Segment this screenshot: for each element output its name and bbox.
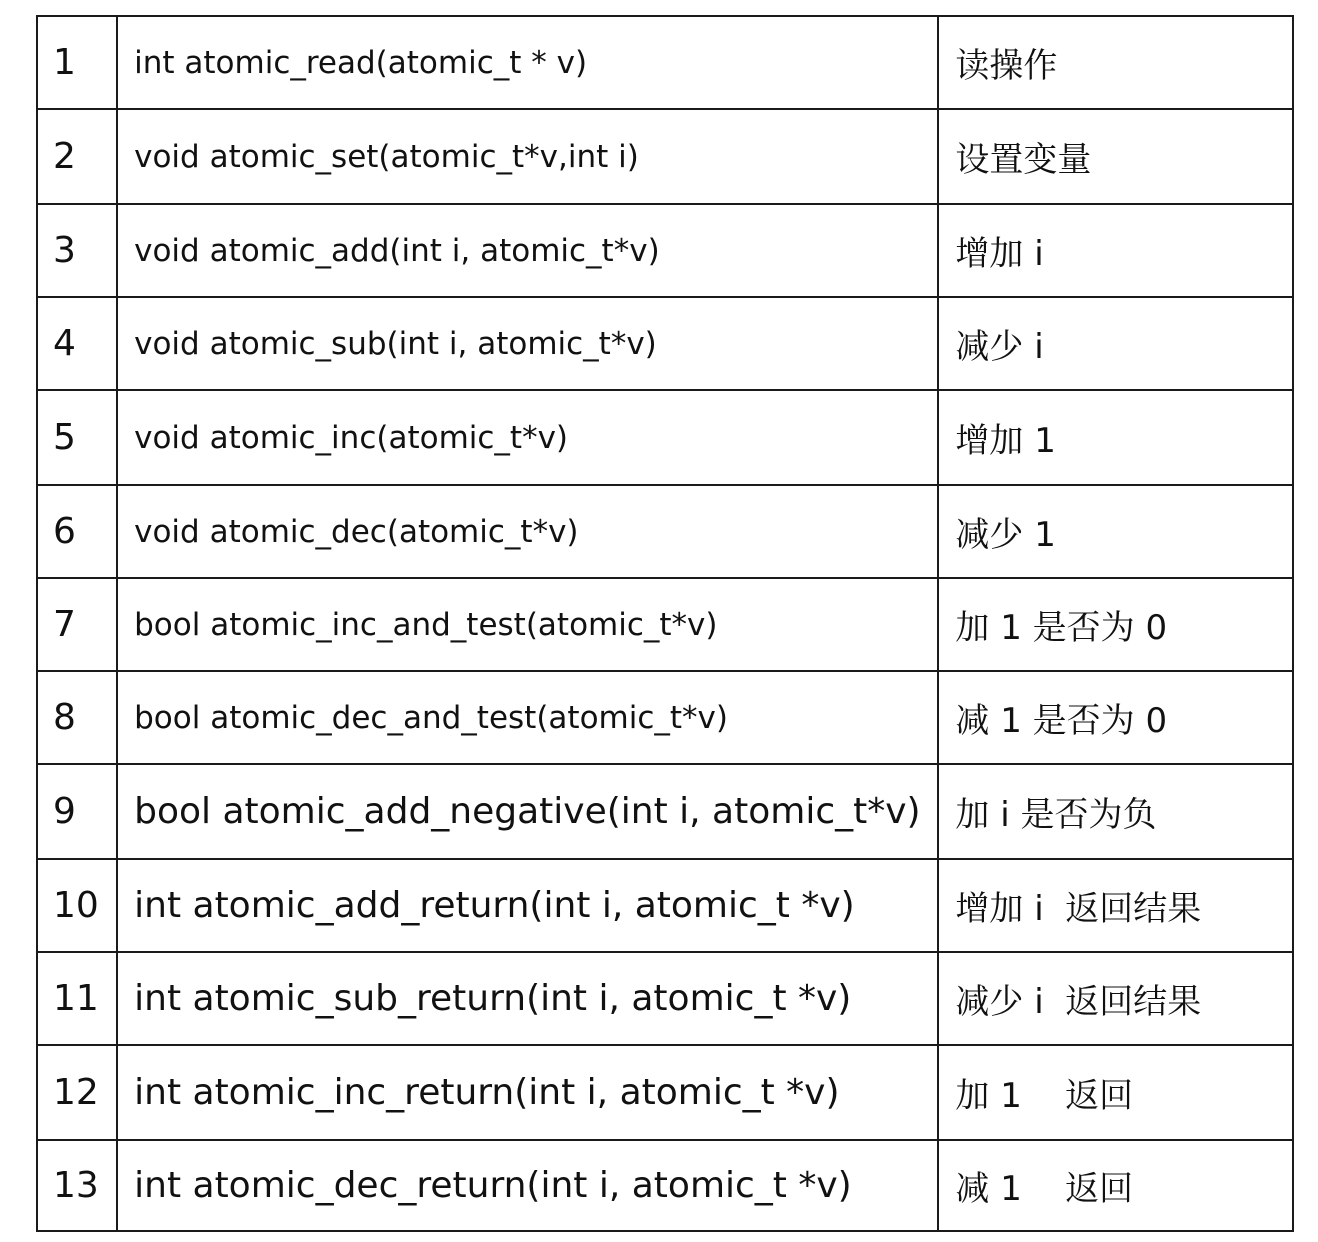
table-row — [37, 1140, 1293, 1231]
function-description: 加 1 是否为 0 — [938, 578, 1293, 671]
function-description: 减 1 是否为 0 — [938, 671, 1293, 764]
function-description: 读操作 — [938, 16, 1293, 109]
table-row — [37, 204, 1293, 297]
function-signature: int atomic_sub_return(int i, atomic_t *v) — [117, 952, 938, 1045]
row-number: 4 — [37, 297, 117, 390]
table-body — [37, 16, 1293, 1231]
table-row — [37, 390, 1293, 485]
function-signature: void atomic_dec(atomic_t*v) — [117, 485, 938, 578]
function-description: 减少 1 — [938, 485, 1293, 578]
function-description: 减少 i 返回结果 — [938, 952, 1293, 1045]
row-number: 10 — [37, 859, 117, 952]
function-signature: void atomic_add(int i, atomic_t*v) — [117, 204, 938, 297]
function-description: 加 i 是否为负 — [938, 764, 1293, 859]
atomic-api-table — [36, 15, 1294, 1232]
row-number: 8 — [37, 671, 117, 764]
table-row — [37, 1045, 1293, 1140]
row-number: 9 — [37, 764, 117, 859]
row-number: 7 — [37, 578, 117, 671]
function-signature: void atomic_inc(atomic_t*v) — [117, 390, 938, 485]
function-signature: int atomic_read(atomic_t * v) — [117, 16, 938, 109]
function-signature: int atomic_inc_return(int i, atomic_t *v) — [117, 1045, 938, 1140]
function-signature: bool atomic_add_negative(int i, atomic_t*v) — [117, 764, 938, 859]
row-number: 1 — [37, 16, 117, 109]
row-number: 5 — [37, 390, 117, 485]
row-number: 3 — [37, 204, 117, 297]
table-row — [37, 859, 1293, 952]
function-signature: void atomic_sub(int i, atomic_t*v) — [117, 297, 938, 390]
table-row — [37, 578, 1293, 671]
function-description: 减 1 返回 — [938, 1140, 1293, 1231]
row-number: 6 — [37, 485, 117, 578]
row-number: 12 — [37, 1045, 117, 1140]
function-signature: int atomic_add_return(int i, atomic_t *v) — [117, 859, 938, 952]
function-signature: int atomic_dec_return(int i, atomic_t *v) — [117, 1140, 938, 1231]
function-signature: void atomic_set(atomic_t*v,int i) — [117, 109, 938, 204]
row-number: 2 — [37, 109, 117, 204]
function-description: 增加 i — [938, 204, 1293, 297]
table-row — [37, 109, 1293, 204]
function-signature: bool atomic_dec_and_test(atomic_t*v) — [117, 671, 938, 764]
function-description: 加 1 返回 — [938, 1045, 1293, 1140]
table-row — [37, 671, 1293, 764]
function-description: 增加 1 — [938, 390, 1293, 485]
function-description: 设置变量 — [938, 109, 1293, 204]
table-row — [37, 952, 1293, 1045]
row-number: 13 — [37, 1140, 117, 1231]
table-row — [37, 16, 1293, 109]
table-row — [37, 764, 1293, 859]
function-description: 增加 i 返回结果 — [938, 859, 1293, 952]
table-row — [37, 485, 1293, 578]
row-number: 11 — [37, 952, 117, 1045]
function-description: 减少 i — [938, 297, 1293, 390]
function-signature: bool atomic_inc_and_test(atomic_t*v) — [117, 578, 938, 671]
table-row — [37, 297, 1293, 390]
